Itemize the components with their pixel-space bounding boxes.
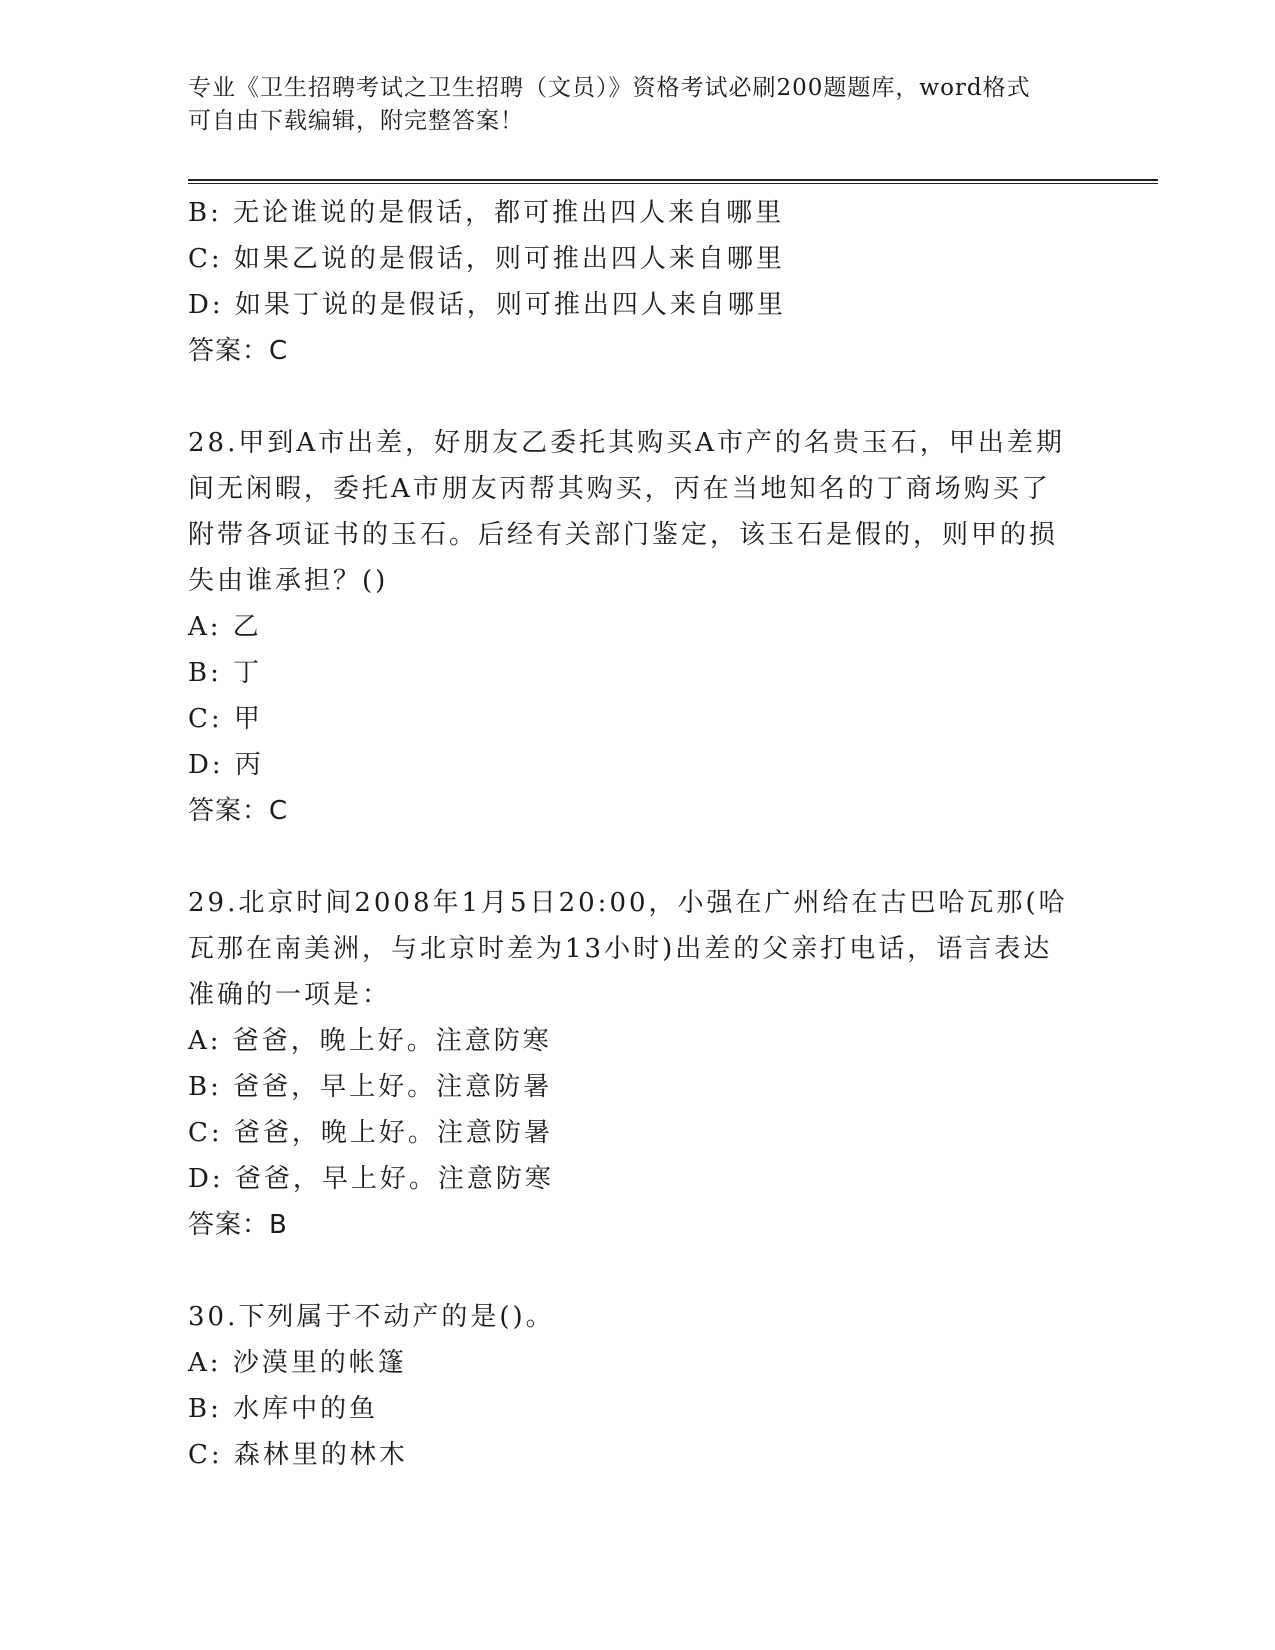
answer-line: 答案：C [188,796,289,826]
question-text-line: 28.甲到A市出差，好朋友乙委托其购买A市产的名贵玉石，甲出差期 [188,428,1065,458]
question-text-line: 瓦那在南美洲，与北京时差为13小时)出差的父亲打电话，语言表达 [188,934,1053,964]
question-29 [188,880,1088,1248]
document-body [188,190,1088,1478]
option-c: C: 森林里的林木 [188,1440,408,1470]
option-c: C: 爸爸，晚上好。注意防暑 [188,1118,553,1148]
option-b: B: 丁 [188,658,263,688]
question-text-line: 30.下列属于不动产的是()。 [188,1302,555,1332]
option-d: D: 如果丁说的是假话，则可推出四人来自哪里 [188,290,786,320]
option-b: B: 无论谁说的是假话，都可推出四人来自哪里 [188,198,785,228]
question-text-line: 29.北京时间2008年1月5日20:00，小强在广州给在古巴哈瓦那(哈 [188,888,1068,918]
option-a: A: 沙漠里的帐篷 [188,1348,407,1378]
option-b: B: 爸爸，早上好。注意防暑 [188,1072,553,1102]
document-header [188,72,1088,138]
spacer [188,834,1088,880]
spacer [188,1248,1088,1294]
header-title-line-2: 可自由下载编辑，附完整答案！ [188,108,524,134]
spacer [188,374,1088,420]
option-d: D: 丙 [188,750,264,780]
question-text-line: 失由谁承担？() [188,566,389,596]
question-28 [188,420,1088,834]
header-title-line-1: 专业《卫生招聘考试之卫生招聘（文员）》资格考试必刷200题题库，word格式 [188,75,1031,101]
question-30 [188,1294,1088,1478]
answer-line: 答案：B [188,1210,288,1240]
question-text-line: 间无闲暇，委托A市朋友丙帮其购买，丙在当地知名的丁商场购买了 [188,474,1051,504]
option-c: C: 如果乙说的是假话，则可推出四人来自哪里 [188,244,785,274]
option-c: C: 甲 [188,704,263,734]
answer-line: 答案：C [188,336,289,366]
header-divider [188,179,1158,184]
question-text-line: 准确的一项是： [188,980,392,1010]
option-a: A: 爸爸，晚上好。注意防寒 [188,1026,552,1056]
question-27-continued [188,190,1088,374]
option-b: B: 水库中的鱼 [188,1394,379,1424]
question-text-line: 附带各项证书的玉石。后经有关部门鉴定，该玉石是假的，则甲的损 [188,520,1059,550]
option-d: D: 爸爸，早上好。注意防寒 [188,1164,554,1194]
option-a: A: 乙 [188,612,262,642]
